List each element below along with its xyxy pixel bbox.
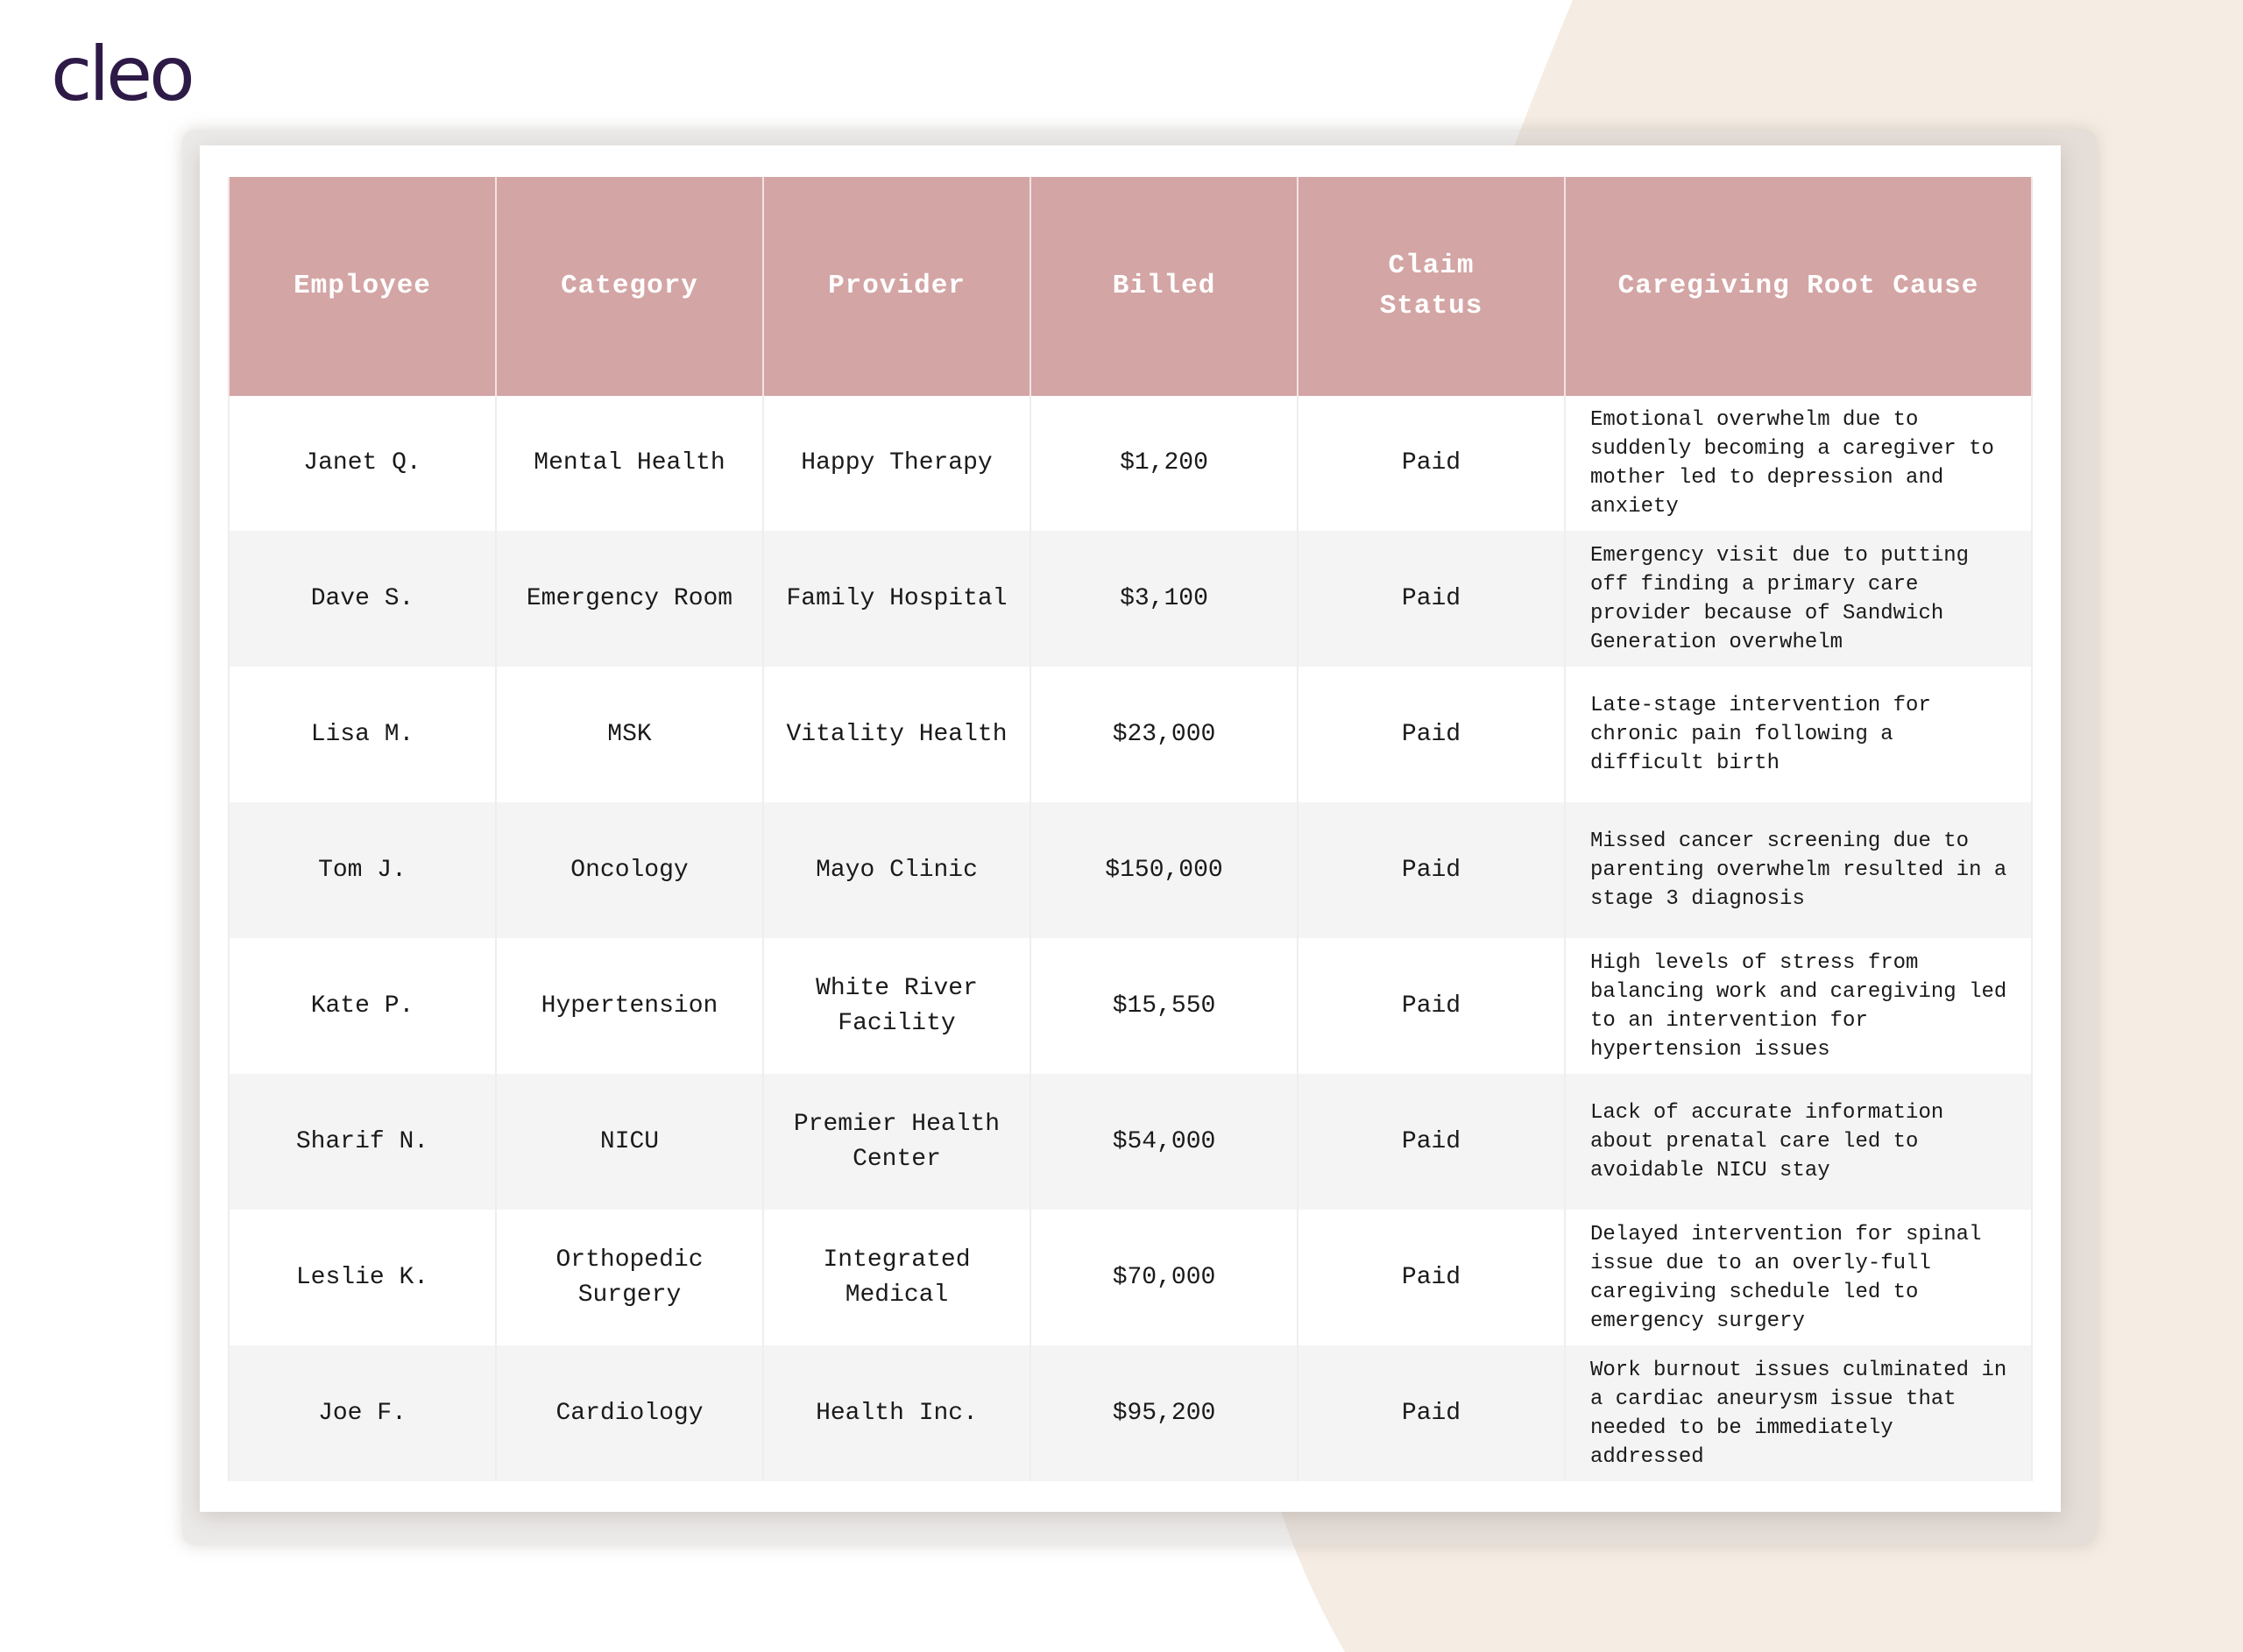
cell-provider: Family Hospital [763,531,1030,667]
table-row [229,1074,2032,1210]
cell-root-cause: Late-stage intervention for chronic pain following a difficult birth [1565,667,2032,802]
header-root-cause: Caregiving Root Cause [1565,177,2032,396]
cell-category: Orthopedic Surgery [496,1210,763,1345]
cell-status: Paid [1298,667,1565,802]
table-header-row [229,177,2032,396]
cell-root-cause: High levels of stress from balancing work and caregiving led to an intervention for hypertension issues [1565,938,2032,1074]
cell-status: Paid [1298,1074,1565,1210]
table-row [229,938,2032,1074]
claims-card [200,145,2061,1512]
cell-employee: Joe F. [229,1345,496,1481]
cell-provider: Mayo Clinic [763,802,1030,938]
table-row [229,667,2032,802]
cell-root-cause: Work burnout issues culminated in a cardiac aneurysm issue that needed to be immediately addressed [1565,1345,2032,1481]
header-employee: Employee [229,177,496,396]
cell-employee: Leslie K. [229,1210,496,1345]
table-row [229,1345,2032,1481]
cell-billed: $1,200 [1030,396,1298,531]
cell-status: Paid [1298,802,1565,938]
header-category: Category [496,177,763,396]
cell-status: Paid [1298,396,1565,531]
claims-table [228,177,2033,1481]
cell-provider: White River Facility [763,938,1030,1074]
header-billed: Billed [1030,177,1298,396]
cell-provider: Integrated Medical [763,1210,1030,1345]
cleo-logo: cleo [51,31,192,118]
cell-provider: Premier Health Center [763,1074,1030,1210]
cell-billed: $3,100 [1030,531,1298,667]
cell-category: Mental Health [496,396,763,531]
cell-status: Paid [1298,531,1565,667]
cell-employee: Tom J. [229,802,496,938]
header-provider: Provider [763,177,1030,396]
table-row [229,1210,2032,1345]
table-row [229,531,2032,667]
cell-billed: $150,000 [1030,802,1298,938]
cell-employee: Dave S. [229,531,496,667]
cell-status: Paid [1298,1345,1565,1481]
cell-employee: Kate P. [229,938,496,1074]
cell-category: MSK [496,667,763,802]
cell-billed: $70,000 [1030,1210,1298,1345]
cell-employee: Sharif N. [229,1074,496,1210]
header-claim-status-line2: Status [1379,291,1483,321]
cell-provider: Happy Therapy [763,396,1030,531]
header-claim-status-line1: Claim [1388,251,1475,281]
cell-employee: Lisa M. [229,667,496,802]
cell-category: Oncology [496,802,763,938]
cell-employee: Janet Q. [229,396,496,531]
cell-status: Paid [1298,1210,1565,1345]
cell-billed: $23,000 [1030,667,1298,802]
cell-provider: Vitality Health [763,667,1030,802]
cell-category: NICU [496,1074,763,1210]
table-row [229,396,2032,531]
cell-root-cause: Lack of accurate information about prenatal care led to avoidable NICU stay [1565,1074,2032,1210]
cell-provider: Health Inc. [763,1345,1030,1481]
cell-category: Emergency Room [496,531,763,667]
cell-billed: $15,550 [1030,938,1298,1074]
header-claim-status [1298,177,1565,396]
cell-status: Paid [1298,938,1565,1074]
cell-category: Hypertension [496,938,763,1074]
table-row [229,802,2032,938]
cell-billed: $95,200 [1030,1345,1298,1481]
cell-root-cause: Missed cancer screening due to parenting overwhelm resulted in a stage 3 diagnosis [1565,802,2032,938]
cell-root-cause: Emergency visit due to putting off finding a primary care provider because of Sandwich Generation overwhelm [1565,531,2032,667]
cell-root-cause: Emotional overwhelm due to suddenly becoming a caregiver to mother led to depression and anxiety [1565,396,2032,531]
cell-category: Cardiology [496,1345,763,1481]
cell-billed: $54,000 [1030,1074,1298,1210]
cell-root-cause: Delayed intervention for spinal issue due to an overly-full caregiving schedule led to emergency surgery [1565,1210,2032,1345]
